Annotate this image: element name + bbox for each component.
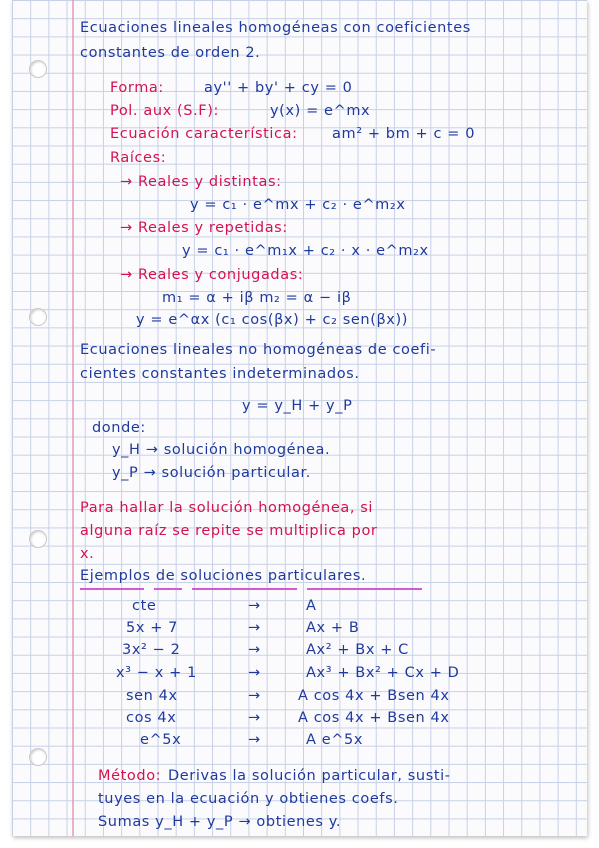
pol-aux-label: Pol. aux (S.F): bbox=[110, 103, 219, 119]
case-conjugadas-equation: y = e^αx (c₁ cos(βx) + c₂ sen(βx)) bbox=[136, 312, 408, 328]
example-row-right: A cos 4x + Bsen 4x bbox=[298, 688, 450, 704]
example-row-left: 3x² − 2 bbox=[122, 642, 181, 658]
example-row-left: sen 4x bbox=[126, 688, 178, 704]
case-reales-repetidas-label: → Reales y repetidas: bbox=[120, 220, 288, 236]
pol-aux-equation: y(x) = e^mx bbox=[270, 103, 371, 119]
case-conjugadas-roots: m₁ = α + iβ m₂ = α − iβ bbox=[162, 290, 352, 306]
example-row-arrow: → bbox=[248, 732, 261, 748]
yh-definition: y_H → solución homogénea. bbox=[112, 442, 331, 458]
yp-definition: y_P → solución particular. bbox=[112, 465, 311, 481]
ecuacion-caracteristica-equation: am² + bm + c = 0 bbox=[332, 126, 476, 142]
example-row-left: cte bbox=[132, 598, 157, 614]
notebook-page bbox=[12, 0, 587, 836]
note-line2: alguna raíz se repite se multiplica por bbox=[80, 523, 378, 539]
example-row-left: cos 4x bbox=[126, 710, 177, 726]
metodo-label: Método: bbox=[98, 768, 162, 784]
note-line3: x. bbox=[80, 546, 95, 562]
example-row-arrow: → bbox=[248, 620, 261, 636]
forma-label: Forma: bbox=[110, 80, 164, 96]
case-reales-repetidas-equation: y = c₁ · e^m₁x + c₂ · x · e^m₂x bbox=[182, 243, 429, 259]
forma-equation: ay'' + by' + cy = 0 bbox=[204, 80, 353, 96]
raices-label: Raíces: bbox=[110, 150, 167, 166]
examples-title-underline bbox=[307, 588, 422, 590]
binder-hole bbox=[29, 60, 47, 78]
metodo-line2: tuyes en la ecuación y obtienes coefs. bbox=[98, 791, 399, 807]
case-reales-distintas-label: → Reales y distintas: bbox=[120, 174, 282, 190]
section1-title-line2: constantes de orden 2. bbox=[80, 45, 261, 61]
example-row-arrow: → bbox=[248, 665, 261, 681]
section1-title-line1: Ecuaciones lineales homogéneas con coeficientes bbox=[80, 20, 471, 36]
examples-title: Ejemplos de soluciones particulares. bbox=[80, 568, 367, 584]
case-reales-distintas-equation: y = c₁ · e^mx + c₂ · e^m₂x bbox=[190, 197, 406, 213]
binder-hole bbox=[29, 308, 47, 326]
example-row-left: x³ − x + 1 bbox=[116, 665, 197, 681]
example-row-right: A e^5x bbox=[306, 732, 364, 748]
section2-title-line1: Ecuaciones lineales no homogéneas de coefi- bbox=[80, 342, 437, 358]
example-row-right: A bbox=[306, 598, 317, 614]
example-row-left: 5x + 7 bbox=[126, 620, 178, 636]
metodo-line3: Sumas y_H + y_P → obtienes y. bbox=[98, 814, 342, 830]
example-row-arrow: → bbox=[248, 598, 261, 614]
margin-line bbox=[72, 0, 74, 836]
example-row-right: Ax + B bbox=[306, 620, 360, 636]
examples-title-underline bbox=[154, 588, 182, 590]
example-row-left: e^5x bbox=[140, 732, 182, 748]
example-row-arrow: → bbox=[248, 688, 261, 704]
binder-hole bbox=[29, 530, 47, 548]
metodo-line1: Derivas la solución particular, susti- bbox=[168, 768, 451, 784]
general-solution-equation: y = y_H + y_P bbox=[242, 398, 353, 414]
case-reales-conjugadas-label: → Reales y conjugadas: bbox=[120, 267, 304, 283]
example-row-right: Ax² + Bx + C bbox=[306, 642, 409, 658]
example-row-right: A cos 4x + Bsen 4x bbox=[298, 710, 450, 726]
section2-title-line2: cientes constantes indeterminados. bbox=[80, 366, 360, 382]
donde-label: donde: bbox=[92, 420, 146, 436]
binder-hole bbox=[29, 748, 47, 766]
examples-title-underline bbox=[80, 588, 144, 590]
note-line1: Para hallar la solución homogénea, si bbox=[80, 500, 374, 516]
example-row-arrow: → bbox=[248, 710, 261, 726]
ecuacion-caracteristica-label: Ecuación característica: bbox=[110, 126, 298, 142]
example-row-right: Ax³ + Bx² + Cx + D bbox=[306, 665, 460, 681]
examples-title-underline bbox=[192, 588, 297, 590]
example-row-arrow: → bbox=[248, 642, 261, 658]
